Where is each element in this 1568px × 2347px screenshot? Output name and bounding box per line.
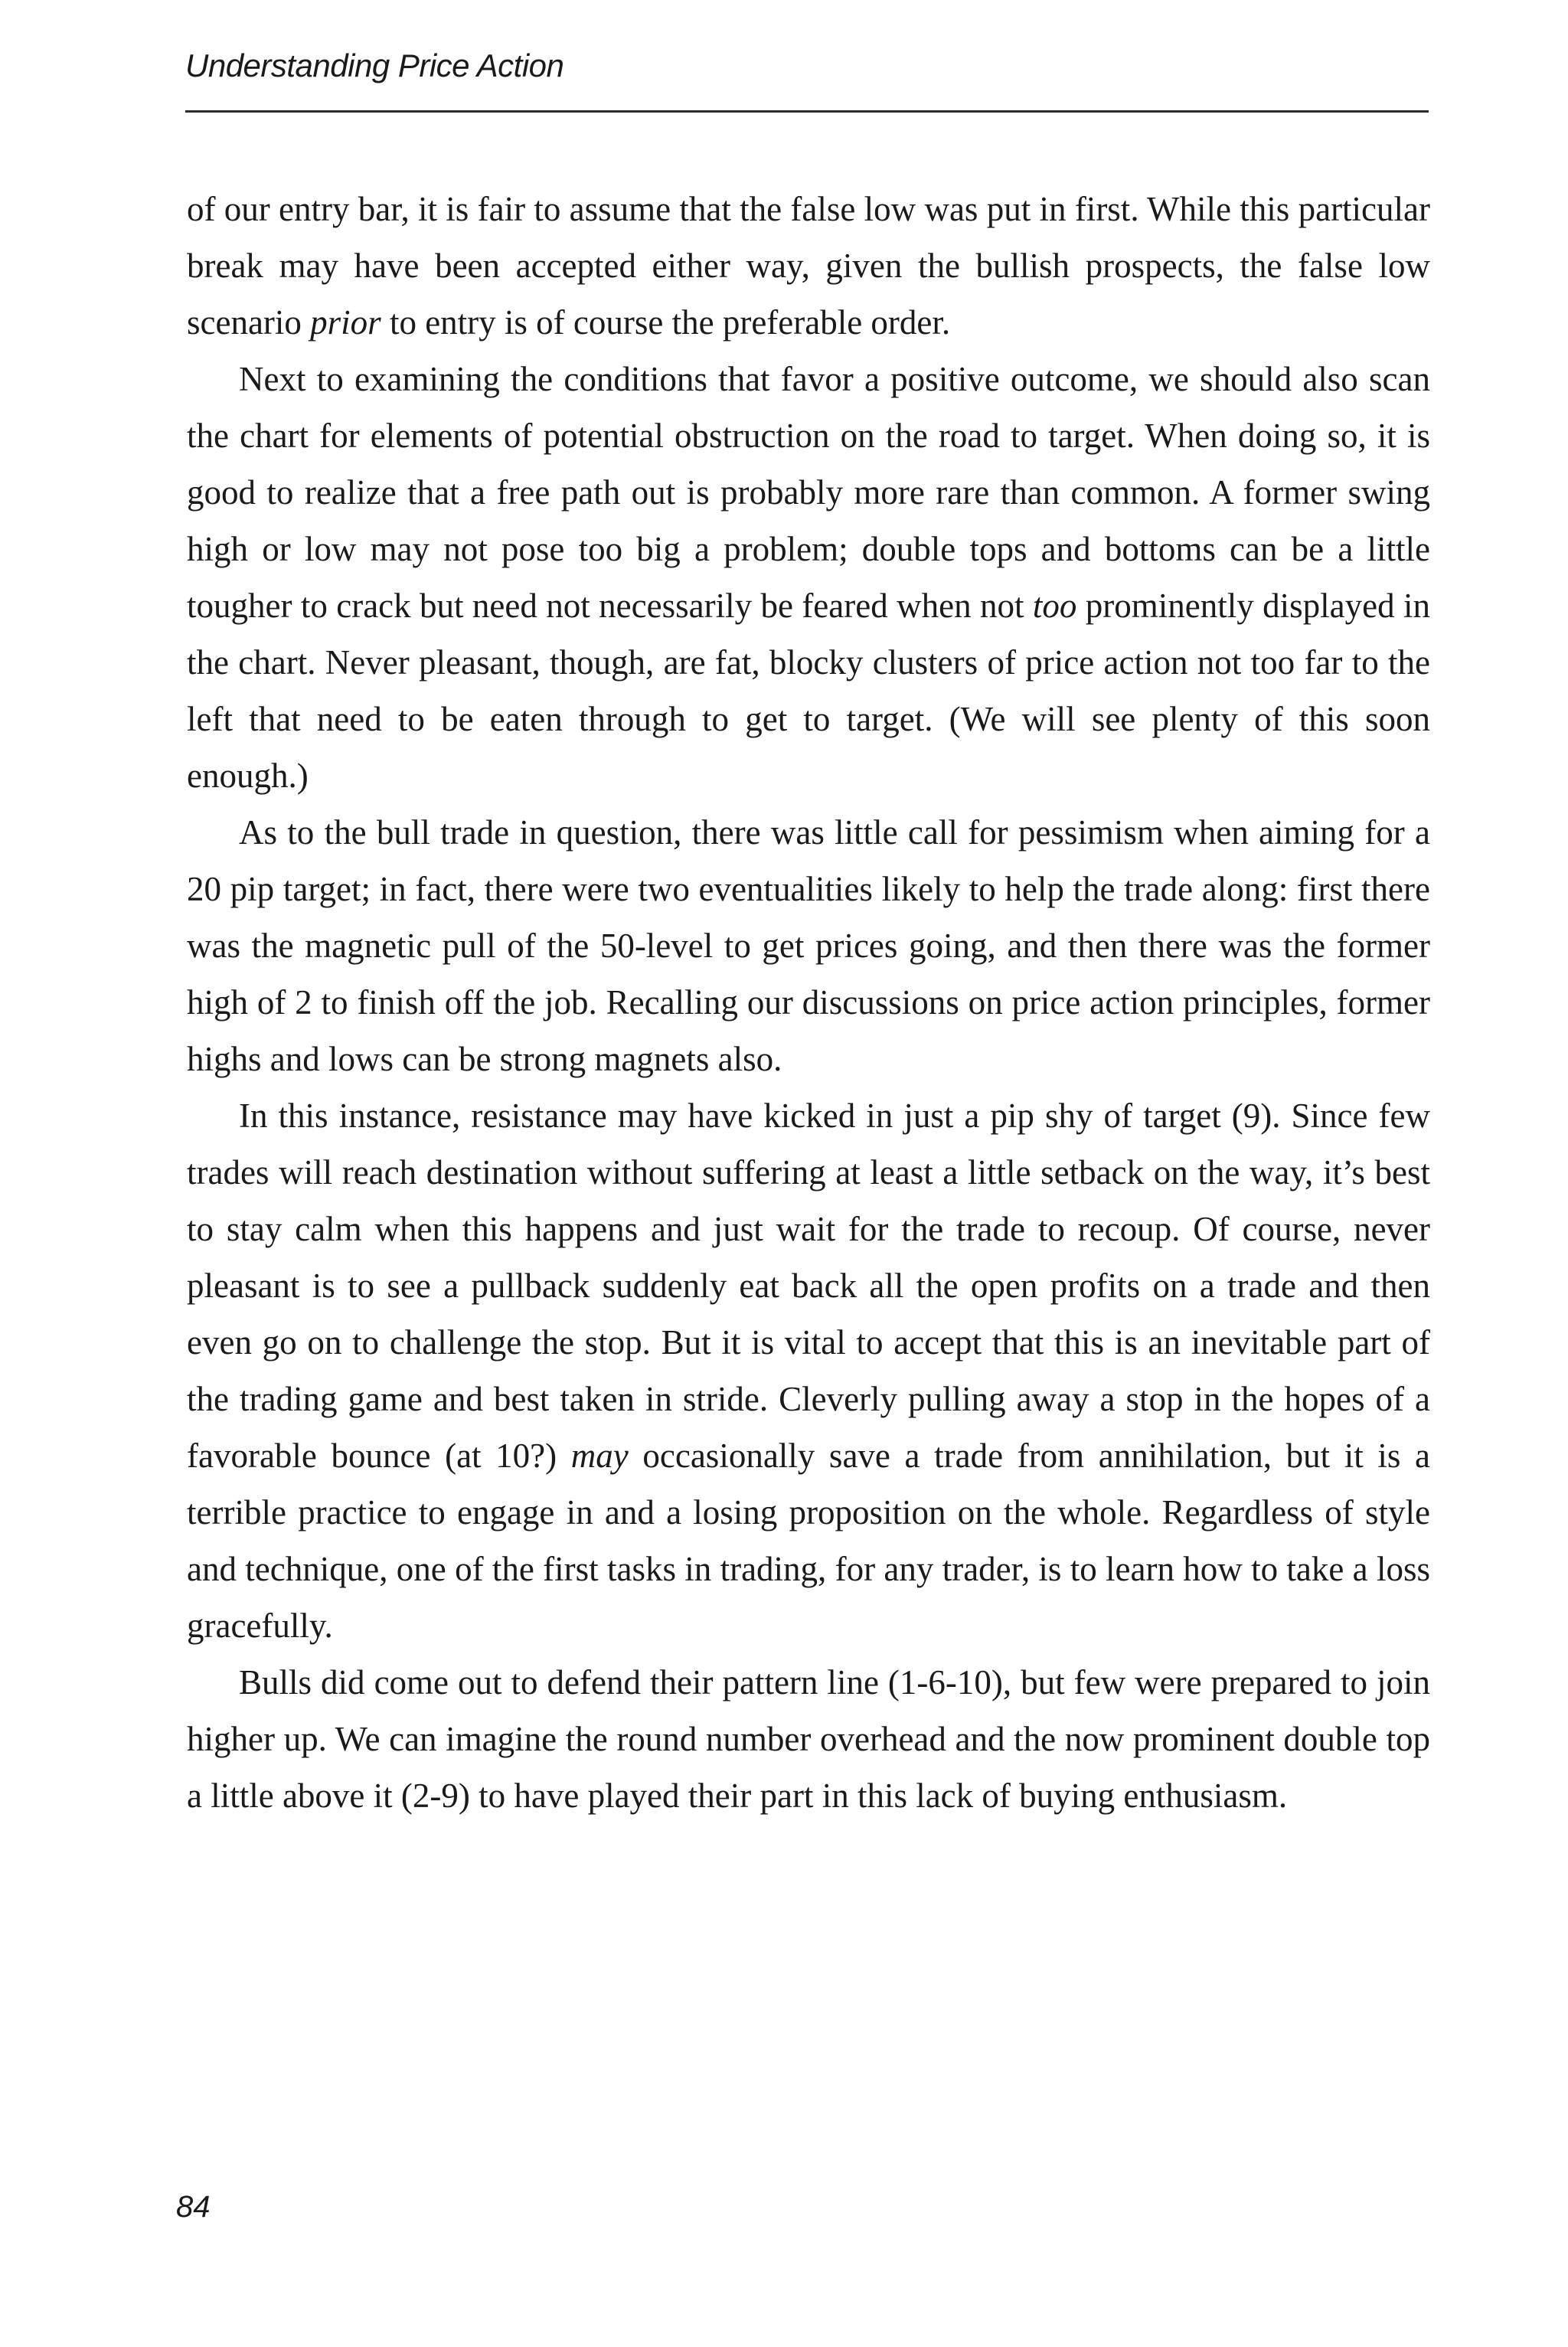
running-head-title: Understanding Price Action xyxy=(185,47,564,83)
page-number: 84 xyxy=(176,2190,211,2224)
paragraph xyxy=(187,1087,1430,1654)
text-segment: In this instance, resistance may have kicked in just a pip shy of target (9). Since few trades will reach destination without suffering at least a little setback on the way, it’s best to stay calm when this happens and just wait for the trade to recoup. Of course, never pleasant is to see a pullback suddenly eat back all the open profits on a trade and then even go on to challenge the stop. But it is vital to accept that this is an inevitable part of the trading game and best taken in stride. Cleverly pulling away a stop in the hopes of a favorable bounce (at 10?) xyxy=(187,1097,1430,1475)
paragraph xyxy=(187,351,1430,804)
paragraph xyxy=(187,1654,1430,1824)
italic-text-segment: may xyxy=(570,1437,629,1475)
header-rule xyxy=(185,110,1429,113)
body-text xyxy=(187,181,1430,1824)
italic-text-segment: prior xyxy=(310,303,381,342)
text-segment: of our entry bar, it is fair to assume that the false low was put in first. While this particular break may have been accepted either way, given the bullish prospects, the false low scenario xyxy=(187,190,1430,342)
paragraph xyxy=(187,181,1430,351)
text-segment: prominently displayed in the chart. Never pleasant, though, are fat, blocky clusters of price action not too far to the left that need to be eaten through to get to target. (We will see plenty of this soon enough.) xyxy=(187,587,1430,795)
text-segment: to entry is of course the preferable order. xyxy=(381,303,951,342)
paragraph xyxy=(187,804,1430,1087)
text-segment: Bulls did come out to defend their pattern line (1-6-10), but few were prepared to join higher up. We can imagine the round number overhead and the now prominent double top a little above it (2-9) to have played their part in this lack of buying enthusiasm. xyxy=(187,1663,1430,1815)
text-segment: As to the bull trade in question, there was little call for pessimism when aiming for a 20 pip target; in fact, there were two eventualities likely to help the trade along: first there was the magnetic pull of the 50-level to get prices going, and then there was the former high of 2 to finish off the job. Recalling our discussions on price action principles, former highs and lows can be strong magnets also. xyxy=(187,813,1430,1078)
italic-text-segment: too xyxy=(1032,587,1077,625)
text-segment: Next to examining the conditions that favor a positive outcome, we should also scan the chart for elements of potential obstruction on the road to target. When doing so, it is good to realize that a free path out is probably more rare than common. A former swing high or low may not pose too big a problem; double tops and bottoms can be a little tougher to crack but need not necessarily be feared when not xyxy=(187,360,1430,625)
text-segment: occasionally save a trade from annihilation, but it is a terrible practice to engage in and a losing proposition on the whole. Regardless of style and technique, one of the first tasks in trading, for any trader, is to learn how to take a loss gracefully. xyxy=(187,1437,1430,1645)
